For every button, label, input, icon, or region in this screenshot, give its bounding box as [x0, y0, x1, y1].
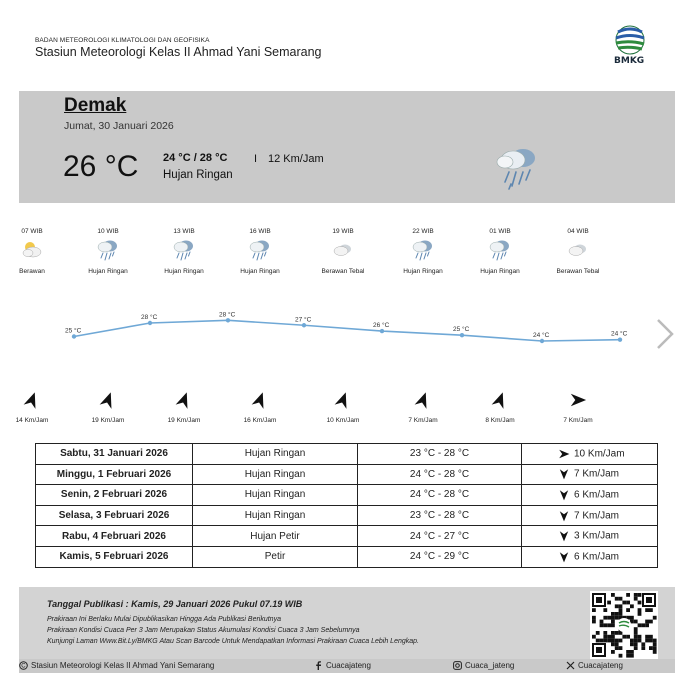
day-condition: Petir	[193, 546, 358, 567]
table-row	[36, 546, 658, 567]
temperature-point	[148, 321, 152, 325]
hourly-condition: Berawan Tebal	[321, 268, 365, 275]
temperature-label: 25 °C	[453, 326, 470, 334]
day-date: Kamis, 5 Februari 2026	[36, 546, 193, 567]
hourly-time: 22 WIB	[412, 228, 434, 235]
station-name: Stasiun Meteorologi Kelas II Ahmad Yani Semarang	[35, 45, 322, 59]
table-row	[36, 505, 658, 526]
day-date: Rabu, 4 Februari 2026	[36, 526, 193, 547]
day-condition: Hujan Ringan	[193, 505, 358, 526]
day-wind-speed: 10 Km/Jam	[574, 448, 625, 460]
note-3: Kunjungi Laman Www.Bit.Ly/BMKG Atau Scan Barcode Untuk Mendapatkan Informasi Prakiraan Cuaca Lebih Lengkap.	[47, 638, 419, 645]
temperature-label: 27 °C	[295, 316, 312, 324]
wind-direction-icon	[99, 391, 117, 409]
hourly-item	[305, 228, 381, 275]
hourly-item	[462, 228, 538, 275]
day-wind-speed: 3 Km/Jam	[574, 530, 620, 542]
rain-cloud-icon	[247, 238, 273, 262]
temperature-label: 28 °C	[141, 314, 158, 321]
day-condition: Hujan Ringan	[193, 464, 358, 485]
day-temperature: 23 °C - 28 °C	[358, 444, 522, 465]
rain-cloud-icon	[493, 142, 545, 194]
day-temperature: 24 °C - 28 °C	[358, 485, 522, 506]
temperature-point	[302, 323, 306, 327]
separator: I	[254, 153, 258, 165]
hourly-time: 19 WIB	[332, 228, 354, 235]
wind-direction-icon	[491, 391, 509, 409]
day-wind	[522, 485, 658, 506]
day-wind	[522, 464, 658, 485]
day-wind-speed: 7 Km/Jam	[574, 510, 620, 522]
wind-speed: 8 Km/Jam	[485, 417, 515, 424]
temperature-label: 28 °C	[219, 311, 236, 319]
rain-cloud-icon	[95, 238, 121, 262]
hourly-wind-item	[393, 391, 453, 424]
svg-text:C: C	[21, 663, 26, 670]
instagram-link[interactable]	[453, 661, 514, 670]
hourly-item	[0, 228, 70, 275]
overcast-icon	[330, 238, 356, 262]
day-wind	[522, 444, 658, 465]
day-wind	[522, 505, 658, 526]
rain-cloud-icon	[171, 238, 197, 262]
temperature-point	[460, 333, 464, 337]
instagram-icon	[453, 661, 462, 670]
footer-panel	[19, 587, 675, 659]
hourly-wind-item	[78, 391, 138, 424]
wind-direction-icon	[558, 489, 570, 501]
temperature-range: 24 °C / 28 °C	[163, 152, 228, 164]
rain-cloud-icon	[410, 238, 436, 262]
day-wind	[522, 526, 658, 547]
wind-speed: 14 Km/Jam	[15, 417, 49, 424]
note-1: Prakiraan Ini Berlaku Mulai Dipublikasikan Hingga Ada Publikasi Berikutnya	[47, 616, 281, 623]
city-name: Demak	[64, 95, 127, 116]
hourly-condition: Hujan Ringan	[480, 268, 520, 275]
overcast-icon	[565, 238, 591, 262]
hourly-time: 01 WIB	[489, 228, 511, 235]
copyright-icon	[19, 661, 28, 670]
wind-direction-icon	[558, 448, 570, 460]
qr-code[interactable]	[590, 591, 658, 659]
hourly-condition: Hujan Ringan	[240, 268, 280, 275]
hourly-item	[385, 228, 461, 275]
hourly-time: 13 WIB	[173, 228, 195, 235]
hourly-wind-item	[313, 391, 373, 424]
wind-speed: 19 Km/Jam	[167, 417, 201, 424]
bmkg-logo	[610, 24, 650, 70]
facebook-link[interactable]	[314, 661, 371, 670]
hourly-item	[540, 228, 616, 275]
next-chevron-icon[interactable]	[654, 317, 676, 351]
partly-cloudy-icon	[19, 238, 45, 262]
daily-forecast-table	[35, 443, 658, 568]
wind-direction-icon	[569, 391, 587, 409]
x-icon	[566, 661, 575, 670]
temperature-line-chart	[36, 296, 656, 356]
temperature-point	[72, 334, 76, 338]
table-row	[36, 464, 658, 485]
wind-direction-icon	[23, 391, 41, 409]
wind-speed: 10 Km/Jam	[326, 417, 360, 424]
wind-direction-icon	[558, 510, 570, 522]
x-link[interactable]	[566, 661, 623, 670]
wind-direction-icon	[175, 391, 193, 409]
temperature-point	[380, 329, 384, 333]
temperature-point	[618, 337, 622, 341]
temperature-point	[226, 318, 230, 322]
hourly-wind-item	[154, 391, 214, 424]
table-row	[36, 526, 658, 547]
day-date: Selasa, 3 Februari 2026	[36, 505, 193, 526]
day-wind-speed: 7 Km/Jam	[574, 469, 620, 481]
current-wind: 12 Km/Jam	[268, 153, 324, 165]
day-condition: Hujan Ringan	[193, 485, 358, 506]
current-date: Jumat, 30 Januari 2026	[64, 120, 174, 132]
rain-cloud-icon	[487, 238, 513, 262]
current-condition: Hujan Ringan	[163, 169, 233, 181]
current-temperature: 26 °C	[63, 150, 139, 183]
temperature-point	[540, 339, 544, 343]
wind-speed: 19 Km/Jam	[91, 417, 125, 424]
hourly-condition: Berawan	[19, 268, 45, 275]
hourly-condition: Hujan Ringan	[164, 268, 204, 275]
logo-text: BMKG	[614, 56, 645, 66]
hourly-condition: Hujan Ringan	[88, 268, 128, 275]
day-temperature: 23 °C - 28 °C	[358, 505, 522, 526]
temperature-label: 24 °C	[533, 332, 550, 339]
hourly-item	[146, 228, 222, 275]
wind-speed: 7 Km/Jam	[563, 417, 593, 424]
hourly-time: 07 WIB	[21, 228, 43, 235]
facebook-icon	[314, 661, 323, 670]
day-condition: Hujan Petir	[193, 526, 358, 547]
agency-name: BADAN METEOROLOGI KLIMATOLOGI DAN GEOFISIKA	[35, 37, 210, 44]
day-condition: Hujan Ringan	[193, 444, 358, 465]
day-temperature: 24 °C - 29 °C	[358, 546, 522, 567]
wind-direction-icon	[558, 551, 570, 563]
instagram-handle: Cuaca_jateng	[465, 661, 515, 670]
wind-direction-icon	[558, 530, 570, 542]
day-wind-speed: 6 Km/Jam	[574, 551, 620, 563]
day-wind	[522, 546, 658, 567]
wind-direction-icon	[334, 391, 352, 409]
temperature-label: 26 °C	[373, 322, 390, 330]
hourly-condition: Hujan Ringan	[403, 268, 443, 275]
hourly-wind-item	[2, 391, 62, 424]
copyright	[19, 661, 214, 670]
hourly-wind-item	[230, 391, 290, 424]
day-date: Minggu, 1 Februari 2026	[36, 464, 193, 485]
temperature-label: 24 °C	[611, 330, 628, 338]
wind-speed: 7 Km/Jam	[408, 417, 438, 424]
table-row	[36, 444, 658, 465]
day-date: Senin, 2 Februari 2026	[36, 485, 193, 506]
hourly-time: 16 WIB	[249, 228, 271, 235]
day-temperature: 24 °C - 28 °C	[358, 464, 522, 485]
hourly-wind-item	[548, 391, 608, 424]
hourly-wind-item	[470, 391, 530, 424]
publication-date: Tanggal Publikasi : Kamis, 29 Januari 2026 Pukul 07.19 WIB	[47, 599, 303, 609]
x-handle: Cuacajateng	[578, 661, 623, 670]
copyright-text: Stasiun Meteorologi Kelas II Ahmad Yani Semarang	[31, 661, 215, 670]
temperature-label: 25 °C	[65, 327, 82, 335]
wind-speed: 16 Km/Jam	[243, 417, 277, 424]
day-date: Sabtu, 31 Januari 2026	[36, 444, 193, 465]
wind-direction-icon	[414, 391, 432, 409]
facebook-handle: Cuacajateng	[326, 661, 371, 670]
hourly-time: 10 WIB	[97, 228, 119, 235]
hourly-condition: Berawan Tebal	[556, 268, 600, 275]
hourly-item	[70, 228, 146, 275]
wind-direction-icon	[558, 468, 570, 480]
hourly-item	[222, 228, 298, 275]
day-temperature: 24 °C - 27 °C	[358, 526, 522, 547]
wind-direction-icon	[251, 391, 269, 409]
note-2: Prakiraan Kondisi Cuaca Per 3 Jam Merupakan Status Akumulasi Kondisi Cuaca 3 Jam Sebelumnya	[47, 627, 360, 634]
day-wind-speed: 6 Km/Jam	[574, 489, 620, 501]
hourly-time: 04 WIB	[567, 228, 589, 235]
table-row	[36, 485, 658, 506]
